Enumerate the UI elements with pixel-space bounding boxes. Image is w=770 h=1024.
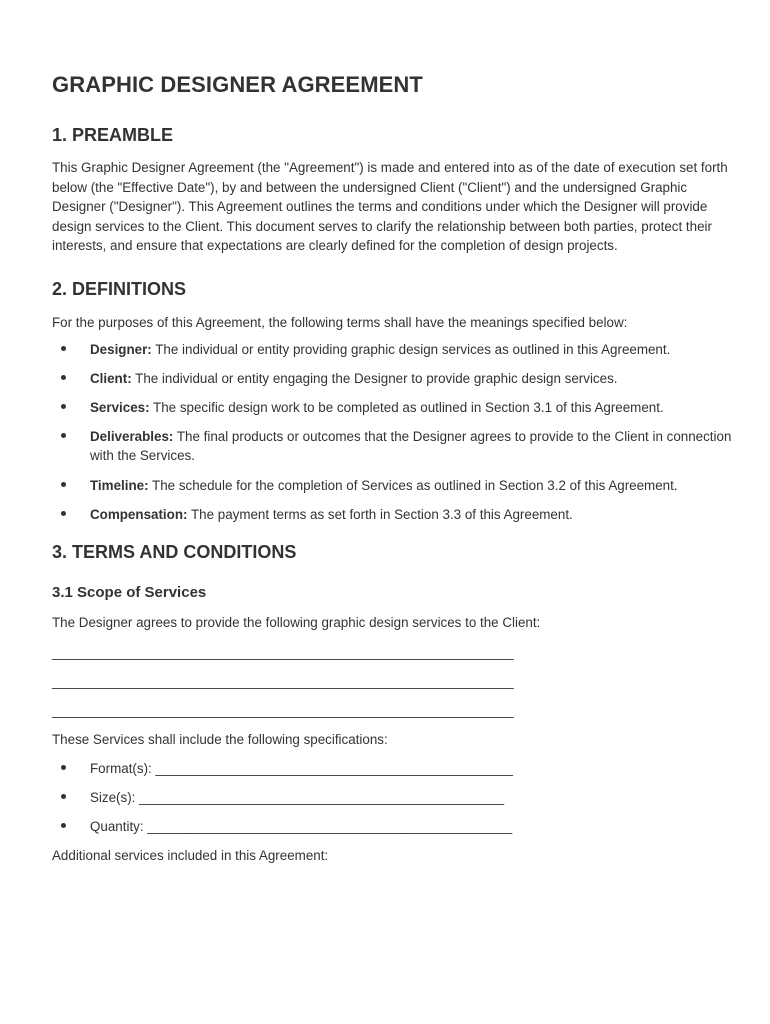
scope-intro: The Designer agrees to provide the following graphic design services to the Client:	[52, 615, 541, 631]
definition-term: Timeline:	[90, 477, 149, 493]
spec-label: Size(s): _________________________________________________	[90, 789, 505, 805]
definition-item-timeline	[52, 476, 732, 496]
document-title: GRAPHIC DESIGNER AGREEMENT	[52, 72, 423, 97]
definition-text: The specific design work to be completed as outlined in Section 3.1 of this Agreement.	[149, 399, 664, 415]
definition-term: Deliverables:	[90, 428, 174, 444]
definition-term: Client:	[90, 370, 132, 386]
specs-intro: These Services shall include the following specifications:	[52, 732, 388, 748]
preamble-text: This Graphic Designer Agreement (the "Agreement") is made and entered into as of the date of execution set forth below (the "Effective Date"), by and between the undersigned Client ("Client") and the undersigned Graphic Designer ("Designer"). This Agreement outlines the terms and conditions under which the Designer will provide design services to the Client. This document serves to clarify the relationship between both parties, protect their interests, and ensure that expectations are clearly defined for the completion of design projects.	[52, 160, 728, 254]
preamble-heading: 1. PREAMBLE	[52, 125, 174, 145]
bullet-icon	[61, 375, 66, 380]
bullet-icon	[61, 482, 66, 487]
document-page	[52, 70, 732, 866]
definitions-heading: 2. DEFINITIONS	[52, 278, 187, 299]
definition-item-client	[52, 369, 732, 389]
definition-text: The individual or entity providing graphic design services as outlined in this Agreement.	[151, 341, 671, 357]
terms-heading: 3. TERMS AND CONDITIONS	[52, 542, 297, 563]
additional-services-text: Additional services included in this Agreement:	[52, 847, 329, 863]
definition-item-designer	[52, 340, 732, 360]
definition-term: Services:	[90, 399, 150, 415]
spec-label: Quantity: _________________________________________________	[90, 818, 513, 834]
definition-text: The payment terms as set forth in Section 3.3 of this Agreement.	[187, 506, 573, 522]
bullet-icon	[61, 765, 66, 770]
fill-in-line[interactable]: ______________________________________________________________	[52, 644, 514, 660]
bullet-icon	[61, 404, 66, 409]
definitions-intro: For the purposes of this Agreement, the following terms shall have the meanings specified below:	[52, 314, 628, 330]
fill-in-line[interactable]: ______________________________________________________________	[52, 703, 514, 718]
bullet-icon	[61, 346, 66, 351]
definition-term: Compensation:	[90, 506, 188, 522]
bullet-icon	[61, 794, 66, 799]
definition-text: The schedule for the completion of Services as outlined in Section 3.2 of this Agreement.	[148, 477, 678, 493]
fill-in-line[interactable]: ______________________________________________________________	[52, 673, 514, 689]
spec-quantity-field[interactable]	[52, 817, 732, 837]
definition-item-services	[52, 398, 732, 418]
spec-label: Format(s): ________________________________________________	[90, 760, 513, 776]
definitions-list	[52, 340, 732, 525]
definition-text: The final products or outcomes that the Designer agrees to provide to the Client in connection with the Services.	[90, 428, 732, 464]
spec-format-field[interactable]	[52, 759, 732, 779]
spec-size-field[interactable]	[52, 788, 732, 808]
definition-text: The individual or entity engaging the Designer to provide graphic design services.	[131, 370, 618, 386]
definition-term: Designer:	[90, 341, 152, 357]
specs-list	[52, 759, 732, 837]
definition-item-compensation	[52, 505, 732, 525]
bullet-icon	[61, 511, 66, 516]
bullet-icon	[61, 433, 66, 438]
scope-heading: 3.1 Scope of Services	[52, 584, 207, 602]
definition-item-deliverables	[52, 427, 732, 466]
bullet-icon	[61, 823, 66, 828]
